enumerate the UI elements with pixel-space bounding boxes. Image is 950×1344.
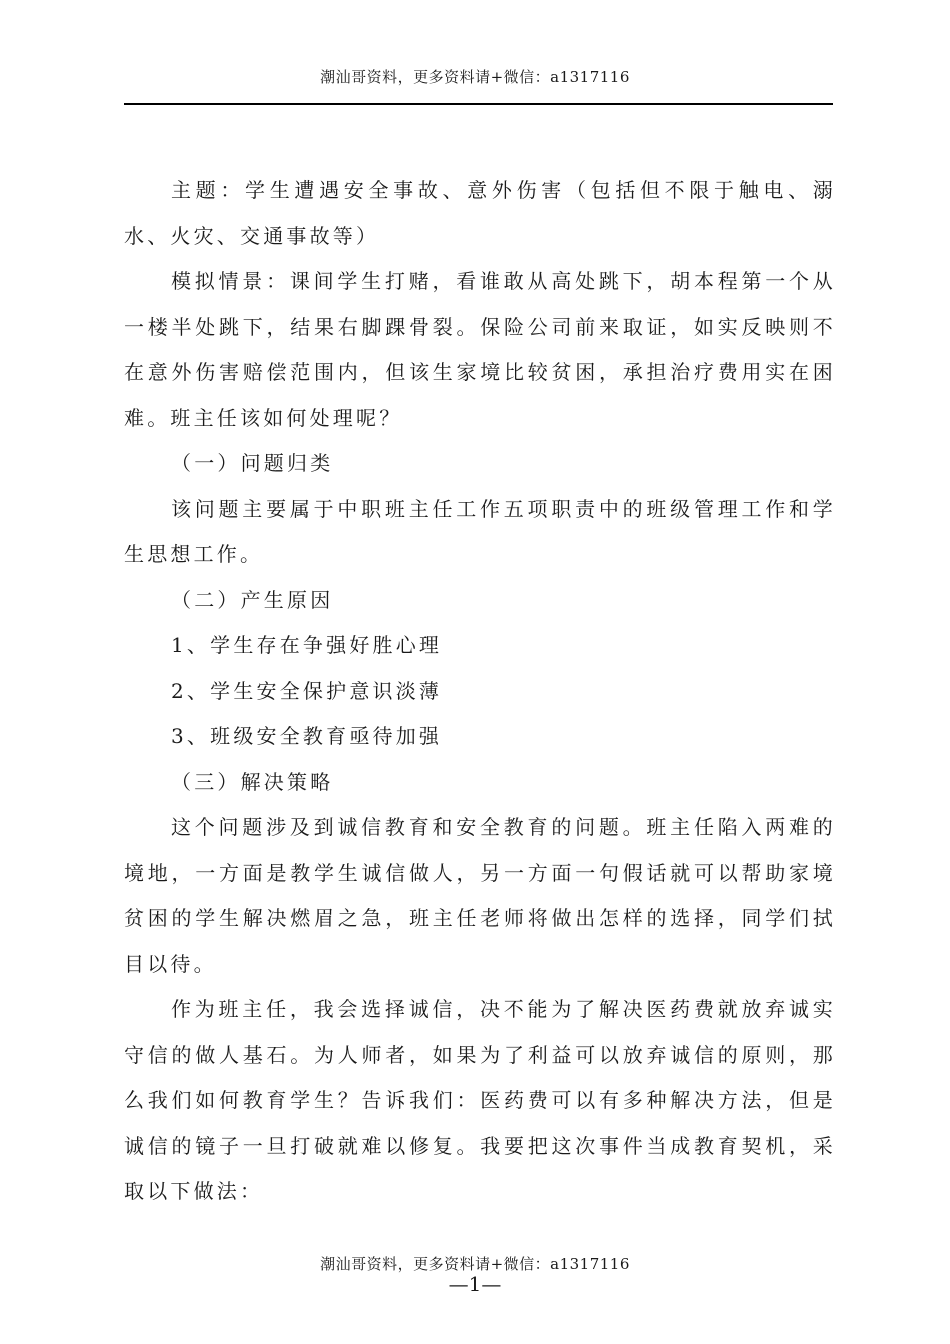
list-item-cause-3: 3、班级安全教育亟待加强 bbox=[171, 724, 443, 748]
paragraph-solution-choice: 作为班主任，我会选择诚信，决不能为了解决医药费就放弃诚实守信的做人基石。为人师者，如果为了利益可以放弃诚信的原则，那么我们如何教育学生？告诉我们：医药费可以有多种解决方法，但是诚信的镜子一旦打破就难以修复。我要把这次事件当成教育契机，采取以下做法： bbox=[124, 997, 836, 1203]
paragraph-solution-intro: 这个问题涉及到诚信教育和安全教育的问题。班主任陷入两难的境地，一方面是教学生诚信做人，另一方面一句假话就可以帮助家境贫困的学生解决燃眉之急，班主任老师将做出怎样的选择，同学们拭目以待。 bbox=[124, 815, 836, 976]
list-item-cause-2: 2、学生安全保护意识淡薄 bbox=[171, 678, 443, 703]
list-item-cause-1: 1、学生存在争强好胜心理 bbox=[171, 633, 443, 657]
heading-problem-classification: （一）问题归类 bbox=[171, 451, 334, 475]
page-header: 潮汕哥资料，更多资料请+微信：a1317116 bbox=[320, 68, 630, 86]
paragraph-classification: 该问题主要属于中职班主任工作五项职责中的班级管理工作和学生思想工作。 bbox=[124, 496, 836, 566]
heading-solutions: （三）解决策略 bbox=[171, 769, 334, 794]
header-divider bbox=[124, 103, 833, 105]
heading-causes: （二）产生原因 bbox=[171, 587, 334, 612]
page-footer: 潮汕哥资料，更多资料请+微信：a1317116 bbox=[320, 1255, 630, 1273]
document-body bbox=[124, 168, 836, 1215]
page-number: —1— bbox=[448, 1272, 502, 1296]
paragraph-topic: 主题：学生遭遇安全事故、意外伤害（包括但不限于触电、溺水、火灾、交通事故等） bbox=[124, 178, 836, 248]
paragraph-scenario: 模拟情景：课间学生打赌，看谁敢从高处跳下，胡本程第一个从一楼半处跳下，结果右脚踝骨裂。保险公司前来取证，如实反映则不在意外伤害赔偿范围内，但该生家境比较贫困，承担治疗费用实在困难。班主任该如何处理呢？ bbox=[124, 269, 836, 430]
